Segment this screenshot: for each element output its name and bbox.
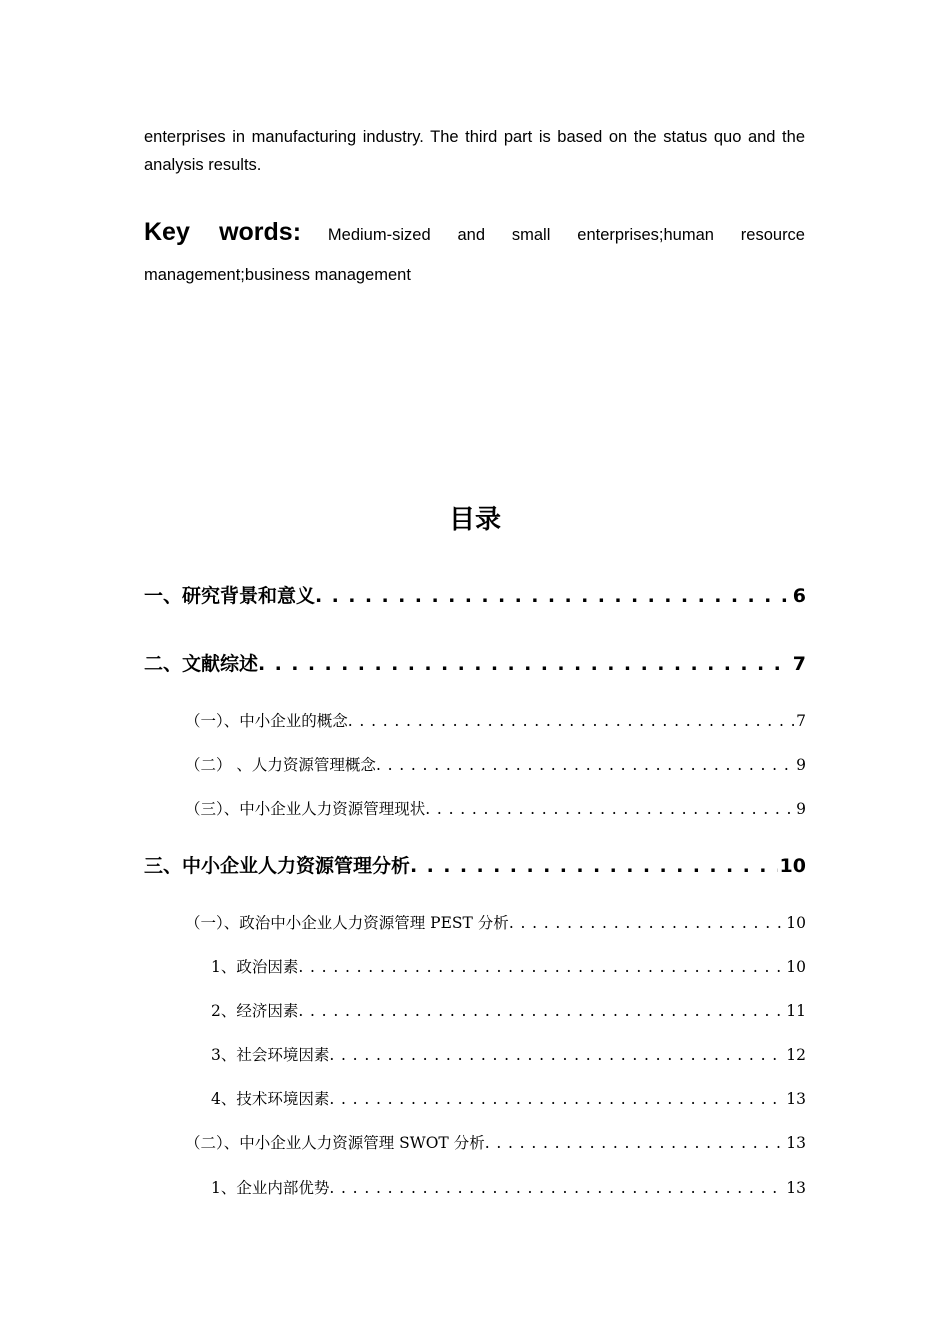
- toc-leader-dots: [410, 851, 778, 881]
- keywords-text: Medium-sized and small enterprises;human resource management;business management: [144, 226, 805, 284]
- toc-entry[interactable]: [211, 1042, 806, 1068]
- toc-page-number: 7: [792, 653, 806, 675]
- abstract-paragraph: [144, 123, 805, 179]
- toc-entry-label: 3、社会环境因素: [211, 1046, 330, 1064]
- toc-entry-label: 1、企业内部优势: [211, 1179, 330, 1197]
- toc-entry[interactable]: [211, 1175, 806, 1201]
- toc-page-number: 10: [786, 914, 806, 932]
- toc-entry-label: （一）、政治中小企业人力资源管理 PEST 分析: [185, 914, 509, 932]
- toc-entry-label: 2、经济因素: [211, 1002, 299, 1020]
- toc-entry-label: 三、中小企业人力资源管理分析: [144, 855, 411, 877]
- toc-entry-label: 二、文献综述: [144, 653, 259, 675]
- toc-page-number: 13: [786, 1090, 806, 1108]
- toc-leader-dots: [329, 1175, 784, 1201]
- toc-entry[interactable]: [211, 1086, 806, 1112]
- toc-leader-dots: [509, 910, 784, 936]
- toc-entry-label: （二）、中小企业人力资源管理 SWOT 分析: [185, 1134, 485, 1152]
- toc-page-number: 7: [796, 712, 806, 730]
- toc-page-number: 12: [786, 1046, 806, 1064]
- toc-title: 目录: [448, 505, 501, 535]
- toc-entry-label: 4、技术环境因素: [211, 1090, 330, 1108]
- toc-page-number: 13: [786, 1179, 806, 1197]
- toc-entry[interactable]: [211, 998, 806, 1024]
- toc-leader-dots: [329, 1086, 784, 1112]
- toc-page-number: 11: [786, 1002, 806, 1020]
- toc-entry[interactable]: [185, 1130, 806, 1156]
- toc-leader-dots: [348, 708, 794, 734]
- toc-leader-dots: [485, 1130, 785, 1156]
- toc-leader-dots: [376, 752, 794, 778]
- toc-entry[interactable]: [144, 581, 806, 611]
- toc-entry[interactable]: [144, 851, 806, 881]
- toc-entry-label: 1、政治因素: [211, 958, 299, 976]
- keywords-label: Key words:: [144, 218, 302, 246]
- toc-entry[interactable]: [185, 708, 806, 734]
- toc-entry-label: （三）、中小企业人力资源管理现状: [185, 800, 426, 818]
- toc-entry-label: （二） 、人力资源管理概念: [185, 756, 376, 774]
- toc-entry[interactable]: [185, 796, 806, 822]
- toc-page-number: 10: [786, 958, 806, 976]
- toc-leader-dots: [425, 796, 794, 822]
- toc-leader-dots: [315, 581, 791, 611]
- toc-page-number: 13: [786, 1134, 806, 1152]
- toc-page-number: 6: [792, 585, 806, 607]
- toc-entry[interactable]: [185, 752, 806, 778]
- toc-entry[interactable]: [211, 954, 806, 980]
- toc-page-number: 9: [796, 756, 806, 774]
- keywords-paragraph: [144, 212, 805, 295]
- toc-page-number: 9: [796, 800, 806, 818]
- toc-entry[interactable]: [144, 649, 806, 679]
- toc-entry-label: （一）、中小企业的概念: [185, 712, 348, 730]
- toc-entry[interactable]: [185, 910, 806, 936]
- toc-leader-dots: [298, 954, 784, 980]
- toc-leader-dots: [258, 649, 791, 679]
- toc-entry-label: 一、研究背景和意义: [144, 585, 316, 607]
- toc-leader-dots: [329, 1042, 784, 1068]
- toc-leader-dots: [298, 998, 784, 1024]
- toc-page-number: 10: [779, 855, 806, 877]
- abstract-text: enterprises in manufacturing industry. The third part is based on the status quo and the analysis results.: [144, 128, 805, 174]
